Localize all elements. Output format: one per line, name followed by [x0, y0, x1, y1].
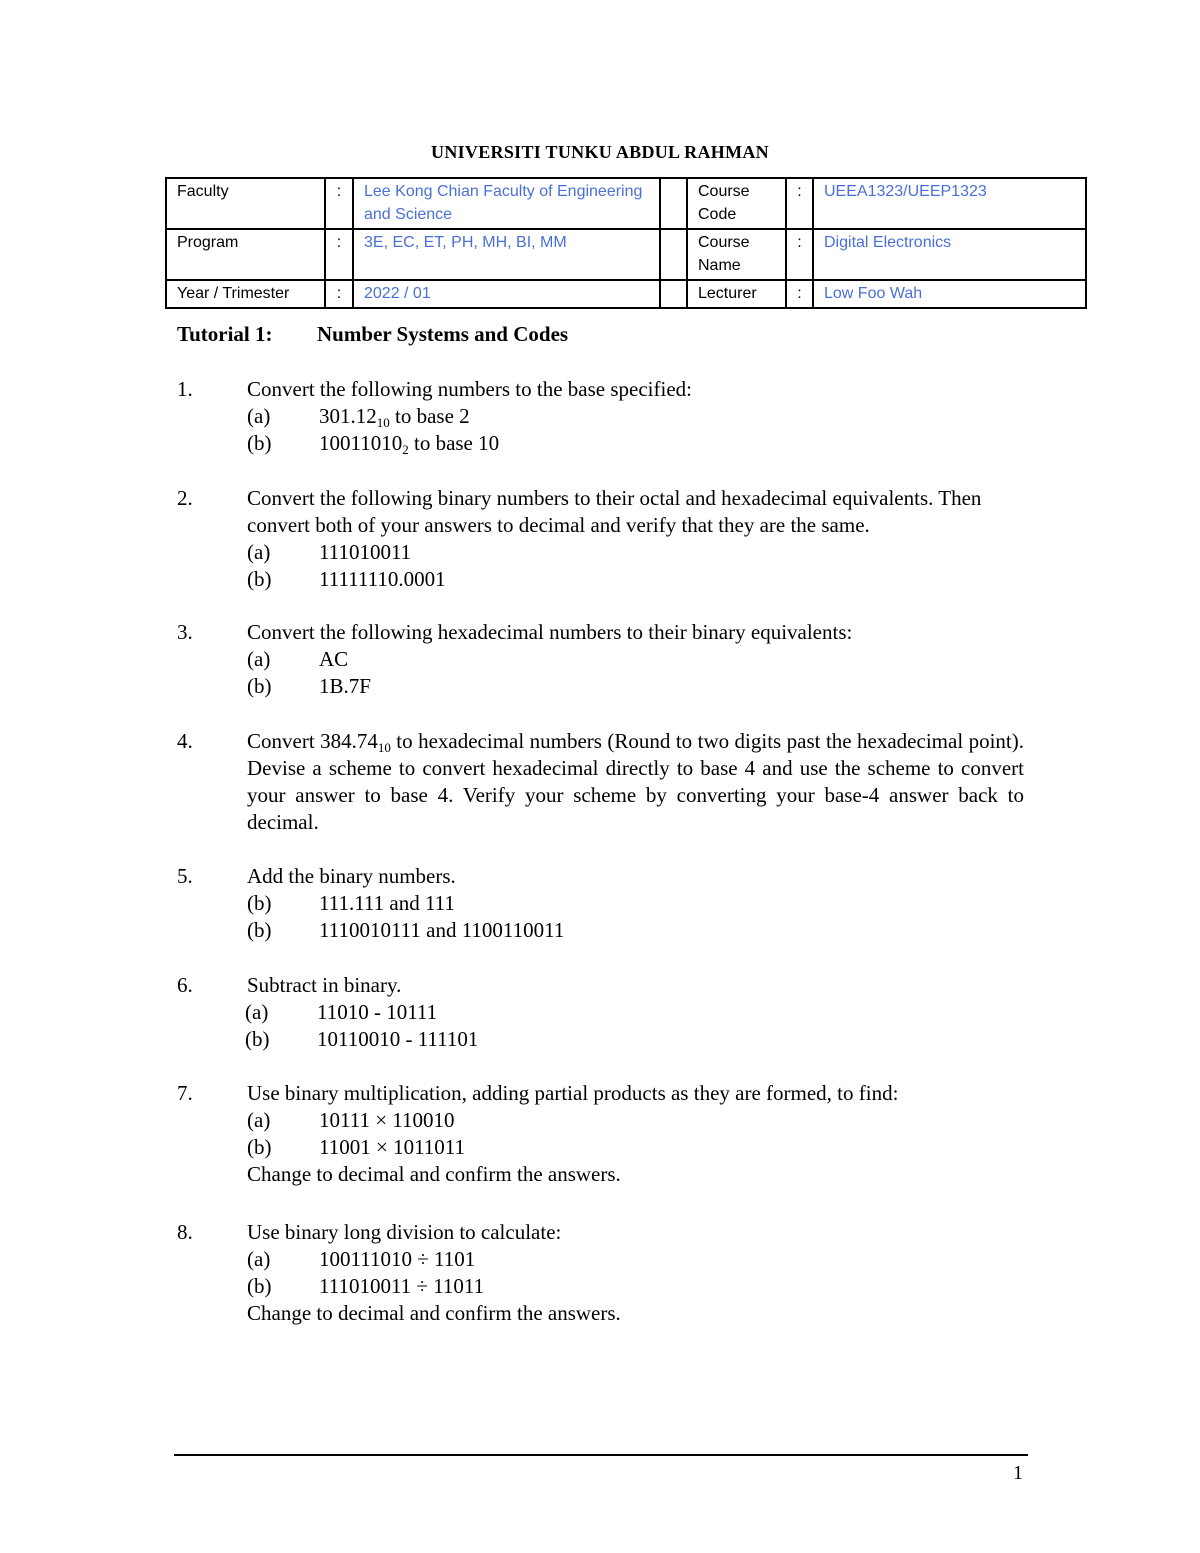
- university-title: UNIVERSITI TUNKU ABDUL RAHMAN: [431, 142, 769, 162]
- sub-label: (a): [247, 647, 271, 671]
- year-label: Year / Trimester: [166, 280, 325, 308]
- sub-question-a: [247, 1107, 1024, 1134]
- sub-label: (b): [247, 1274, 272, 1298]
- question-number: 6.: [177, 973, 193, 997]
- spacer-cell: [660, 280, 687, 308]
- course-name-value: Digital Electronics: [813, 229, 1086, 280]
- text: Convert 384.74: [247, 729, 378, 753]
- sub-question-a: [247, 403, 1024, 430]
- question-text: Convert the following numbers to the base specified:: [247, 377, 692, 401]
- question-number: 4.: [177, 729, 193, 753]
- sub-text: 10110010 - 111101: [317, 1027, 479, 1051]
- number: 301.12: [319, 404, 377, 428]
- question-number: 7.: [177, 1081, 193, 1105]
- sub-question-a: [247, 999, 1024, 1026]
- sub-question-b: [247, 917, 1024, 944]
- tutorial-number: Tutorial 1:: [177, 322, 273, 346]
- sub-question-b: [247, 673, 1024, 700]
- question-text: [247, 728, 1024, 836]
- sub-text: 100111010 ÷ 1101: [319, 1247, 476, 1271]
- sub-question-b: [247, 1134, 1024, 1161]
- sub-label: (a): [247, 1108, 271, 1132]
- sub-text: 10111 × 110010: [319, 1108, 455, 1132]
- sub-label: (b): [247, 567, 272, 591]
- question-number: 2.: [177, 486, 193, 510]
- text: to hexadecimal numbers (Round to two digits past the hexadecimal point). Devise a scheme to convert hexadecimal directly to base 4 and use the scheme to convert your answer to base 4. Verify your scheme by converting your base-4 answer back to decimal.: [247, 729, 1025, 834]
- sub-label: (a): [247, 540, 271, 564]
- question-text: Convert the following binary numbers to their octal and hexadecimal equivalents. Then convert both of your answers to decimal and verify that they are the same.: [247, 486, 982, 537]
- question-5: [177, 863, 1024, 944]
- question-3: [177, 619, 1024, 700]
- faculty-value: Lee Kong Chian Faculty of Engineering and Science: [353, 178, 660, 229]
- sub-text: 111.111 and 111: [319, 891, 455, 915]
- sub-text: AC: [319, 647, 349, 671]
- year-value: 2022 / 01: [353, 280, 660, 308]
- base-subscript: 10: [376, 415, 390, 430]
- page-number: 1: [1013, 1462, 1023, 1484]
- question-text: Add the binary numbers.: [247, 864, 456, 888]
- sub-text: 1110010111 and 1100110011: [319, 918, 565, 942]
- question-text: Use binary long division to calculate:: [247, 1220, 562, 1244]
- question-footer: Change to decimal and confirm the answers.: [247, 1301, 621, 1325]
- question-4: [177, 728, 1024, 836]
- base-subscript: 10: [377, 740, 391, 755]
- question-2: [177, 485, 1024, 593]
- course-info-table: [165, 177, 1087, 309]
- colon: :: [786, 229, 813, 280]
- sub-text: 11010 - 10111: [317, 1000, 438, 1024]
- colon: :: [325, 280, 353, 308]
- sub-text: 11001 × 1011011: [319, 1135, 466, 1159]
- sub-label: (a): [247, 404, 271, 428]
- tutorial-title: Number Systems and Codes: [317, 322, 569, 346]
- sub-question-a: [247, 539, 1024, 566]
- sub-label: (b): [247, 674, 272, 698]
- program-value: 3E, EC, ET, PH, MH, BI, MM: [353, 229, 660, 280]
- question-6: [177, 972, 1024, 1053]
- question-7: [177, 1080, 1024, 1188]
- number: 10011010: [319, 431, 403, 455]
- sub-label: (b): [245, 1027, 270, 1051]
- colon: :: [786, 178, 813, 229]
- sub-question-a: [247, 1246, 1024, 1273]
- text: to base 2: [389, 404, 470, 428]
- question-number: 8.: [177, 1220, 193, 1244]
- faculty-label: Faculty: [166, 178, 325, 229]
- lecturer-label: Lecturer: [687, 280, 786, 308]
- question-text: Convert the following hexadecimal numbers to their binary equivalents:: [247, 620, 853, 644]
- tutorial-heading: [177, 322, 568, 347]
- sub-question-a: [247, 646, 1024, 673]
- sub-label: (b): [247, 891, 272, 915]
- sub-question-b: [247, 1273, 1024, 1300]
- sub-text: 1B.7F: [319, 674, 371, 698]
- sub-label: (a): [245, 1000, 269, 1024]
- question-number: 5.: [177, 864, 193, 888]
- course-code-label: Course Code: [687, 178, 786, 229]
- question-text: Use binary multiplication, adding partial products as they are formed, to find:: [247, 1081, 899, 1105]
- spacer-cell: [660, 229, 687, 280]
- question-1: [177, 376, 1024, 457]
- footer-divider: [174, 1454, 1028, 1456]
- table-row: [166, 280, 1086, 308]
- sub-question-b: [247, 566, 1024, 593]
- sub-question-b: [247, 430, 1024, 457]
- colon: :: [786, 280, 813, 308]
- table-row: [166, 178, 1086, 229]
- sub-text: 111010011 ÷ 11011: [319, 1274, 485, 1298]
- course-code-value: UEEA1323/UEEP1323: [813, 178, 1086, 229]
- text: to base 10: [408, 431, 500, 455]
- colon: :: [325, 229, 353, 280]
- sub-text: 111010011: [319, 540, 412, 564]
- colon: :: [325, 178, 353, 229]
- sub-label: (b): [247, 431, 272, 455]
- spacer-cell: [660, 178, 687, 229]
- base-subscript: 2: [402, 442, 409, 457]
- sub-text: 11111110.0001: [319, 567, 446, 591]
- course-name-label: Course Name: [687, 229, 786, 280]
- table-row: [166, 229, 1086, 280]
- lecturer-value: Low Foo Wah: [813, 280, 1086, 308]
- question-text: Subtract in binary.: [247, 973, 402, 997]
- question-8: [177, 1219, 1024, 1327]
- sub-question-b: [247, 1026, 1024, 1053]
- sub-question-a: [247, 890, 1024, 917]
- sub-label: (b): [247, 1135, 272, 1159]
- sub-label: (b): [247, 918, 272, 942]
- question-number: 3.: [177, 620, 193, 644]
- program-label: Program: [166, 229, 325, 280]
- question-footer: Change to decimal and confirm the answers.: [247, 1162, 621, 1186]
- sub-label: (a): [247, 1247, 271, 1271]
- question-number: 1.: [177, 377, 193, 401]
